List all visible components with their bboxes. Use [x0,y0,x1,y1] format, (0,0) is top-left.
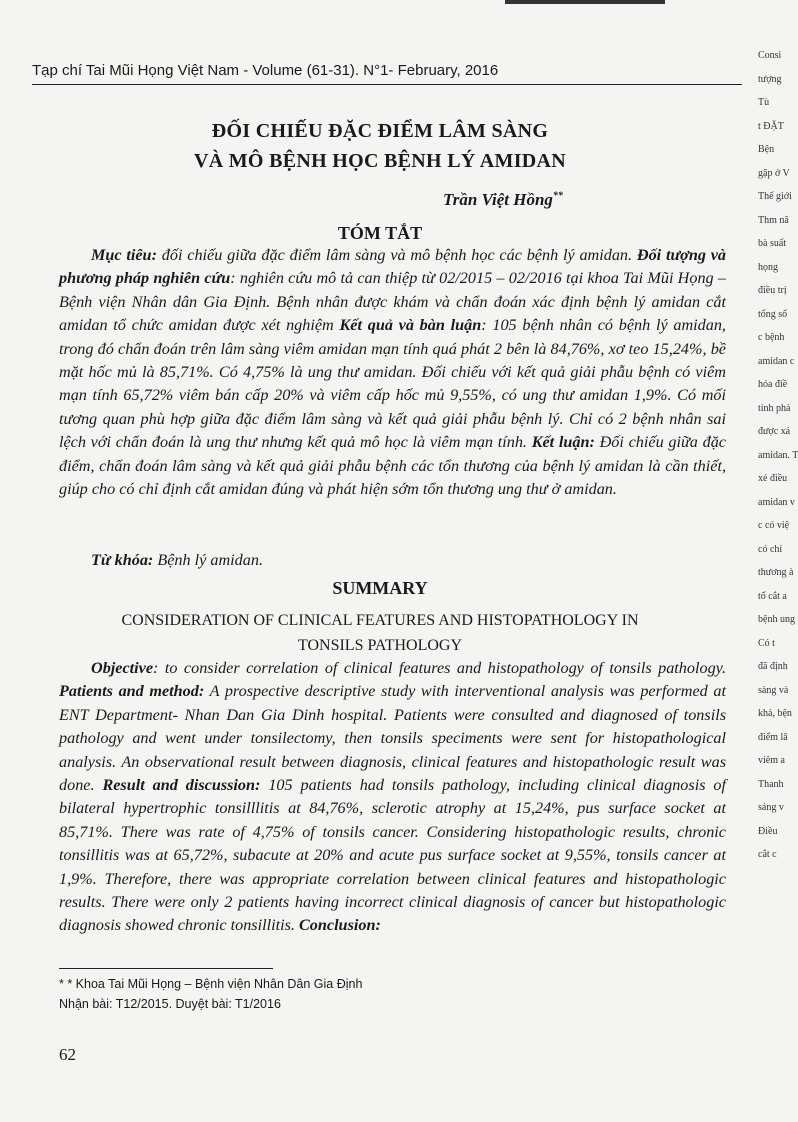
abstract-vietnamese [59,244,726,501]
label-method: Đối tượng và phương pháp nghiên cứu [59,246,727,288]
author-name [443,190,563,210]
adjacent-page-fragment: sàng và [758,684,789,696]
adjacent-page-fragment: Thế giới [758,191,792,202]
adjacent-page-fragment: thương à [758,567,794,578]
summary-english [59,657,726,938]
adjacent-page-bleed [758,50,798,1090]
adjacent-page-fragment: cắt c [758,849,777,860]
adjacent-page-fragment: có chỉ [758,543,783,555]
adjacent-page-fragment: amidan. T [758,449,798,461]
scan-edge-mark [505,0,665,4]
adjacent-page-fragment: tổ cắt a [758,590,787,602]
running-head-text: Tạp chí Tai Mũi Họng Việt Nam - Volume (61-31). N°1- February, 2016 [32,62,499,79]
adjacent-page-fragment: điều trị [758,285,787,296]
adjacent-page-fragment: Có t [758,637,775,649]
label-conclusion: Kết luận: [531,433,595,452]
label-result-en: Result and discussion: [102,776,261,795]
adjacent-page-fragment: Điều [758,825,778,837]
summary-title-line-2: TONSILS PATHOLOGY [297,637,463,654]
adjacent-page-fragment: bà suất [758,238,787,249]
footnote-rule [59,968,273,969]
adjacent-page-fragment: amidan v [758,496,795,508]
summary-title-line-1: CONSIDERATION OF CLINICAL FEATURES AND HISTOPATHOLOGY IN [121,612,639,629]
adjacent-page-fragment: sáng v [758,802,784,813]
adjacent-page-fragment: khả, bện [758,708,792,719]
adjacent-page-fragment: viêm a [758,755,785,766]
article-title-line-2: VÀ MÔ BỆNH HỌC BỆNH LÝ AMIDAN [193,150,567,172]
text-objective: đối chiếu giữa đặc điểm lâm sàng và mô bệnh học các bệnh lý amidan. [156,246,637,264]
adjacent-page-fragment: c bệnh [758,332,785,343]
adjacent-page-fragment: được xá [758,426,791,437]
keywords-label: Từ khóa: [91,551,154,569]
abstract-heading: TÓM TẮT [337,223,423,243]
footnote-dates: Nhận bài: T12/2015. Duyệt bài: T1/2016 [59,997,281,1011]
adjacent-page-fragment: c có việ [758,520,790,531]
label-result: Kết quả và bàn luận [339,316,482,335]
adjacent-page-fragment: hóa điề [758,379,788,390]
abstract-paragraph [59,244,726,501]
adjacent-page-fragment: tính phả [758,402,791,414]
page-number: 62 [59,1045,76,1064]
adjacent-page-fragment: tượng [758,73,782,85]
adjacent-page-fragment: gặp ở V [758,167,790,179]
article-title-line-1: ĐỐI CHIẾU ĐẶC ĐIỂM LÂM SÀNG [211,120,549,142]
adjacent-page-fragment: điểm lâ [758,731,788,743]
adjacent-page-fragment: Consi [758,50,782,61]
adjacent-page-fragment: Thm nă [758,214,789,226]
adjacent-page-fragment: tổng số [758,308,788,320]
adjacent-page-fragment: xé điều [758,473,788,484]
keywords [91,551,263,570]
text-result-en: 105 patients had tonsils pathology, including clinical diagnosis of bilateral hypertrophic tonsilllitis at 84,76%, sclerotic atrophy at 15,24%, pus surface socket at 85,71%. There was rate of 4,75% of tonsils cancer. Considering histopathologic results, chronic tonsillitis was at 65,72%, subacute at 20% and acute pus surface socket at 9,55%, tonsils cancer at 1,9%. Therefore, there was appropriate correlation between clinical features and histopathologic results. There were only 2 patients having incorrect clinical diagnosis of cancer but histopathologic diagnosis showed chronic tonsillitis. [59,776,726,935]
author-footnote-mark: ** [552,190,563,202]
adjacent-page-fragment: đã định [758,661,788,672]
label-conclusion-en: Conclusion: [298,916,381,935]
keywords-text: Bệnh lý amidan. [153,551,264,569]
text-result: : 105 bệnh nhân có bệnh lý amidan, trong đó chẩn đoán trên lâm sàng viêm amidan mạn tính quá phát 2 bên là 84,76%, xơ teo 15,24%, bề mặt hốc mủ là 85,71%. Có 4,75% là ung thư amidan. Đối chiếu với kết quả giải phẫu bệnh có viêm mạn tính 65,72% viêm bán cấp 20% và viêm cấp hốc mủ 9,55%, có ung thư amidan 1,9%. Có mối tương quan phù hợp giữa đặc điểm lâm sàng và kết quả giải phẫu bệnh lý. Chỉ có 2 bệnh nhân sai lệch với chẩn đoán là ung thư nhưng kết quả mô học là viêm mạn tính. [59,316,726,452]
adjacent-page-fragment: t ĐẶT [758,120,784,132]
label-objective-en: Objective [91,659,154,677]
summary-heading: SUMMARY [332,578,428,598]
running-head-rule [32,84,742,85]
label-objective: Mục tiêu: [91,246,157,264]
adjacent-page-fragment: bệnh ung [758,614,795,625]
footnote-affiliation: * * Khoa Tai Mũi Họng – Bệnh viện Nhân Dân Gia Định [59,977,363,991]
label-method-en: Patients and method: [59,682,205,701]
text-conclusion: Đối chiếu giữa đặc điểm, chẩn đoán lâm sàng và kết quả giải phẫu bệnh các tổn thương của bệnh lý amidan là cần thiết, giúp cho có chỉ định cắt amidan đúng và phát hiện sớm tổn thương ung thư ở amidan. [59,433,726,499]
adjacent-page-fragment: Thanh [758,778,784,790]
text-method: : nghiên cứu mô tả can thiệp từ 02/2015 – 02/2016 tại khoa Tai Mũi Họng – Bệnh viện Nhân dân Gia Định. Bệnh nhân được khám và chẩn đoán xác định bệnh lý amidan cắt amidan tổ chức amidan được xét nghiệm [59,269,726,335]
adjacent-page-fragment: amidan c [758,355,795,367]
summary-paragraph [59,657,726,938]
text-method-en: A prospective descriptive study with interventional analysis was performed at ENT Department- Nhan Dan Gia Dinh hospital. Patients were consulted and diagnosed of tonsils pathology and went under tonsilectomy, then tonsils speciments were sent for histopathological analysis. An observational result between diagnosis, clinical features and histopathologic result was done. [59,682,726,795]
running-head [32,62,742,79]
adjacent-page-fragment: Tù [758,97,770,108]
adjacent-page-fragment: Bện [758,144,775,155]
author-text: Trần Việt Hồng [443,190,553,209]
adjacent-page-fragment: họng [758,261,778,273]
text-objective-en: : to consider correlation of clinical features and histopathology of tonsils pathology. [153,659,726,677]
